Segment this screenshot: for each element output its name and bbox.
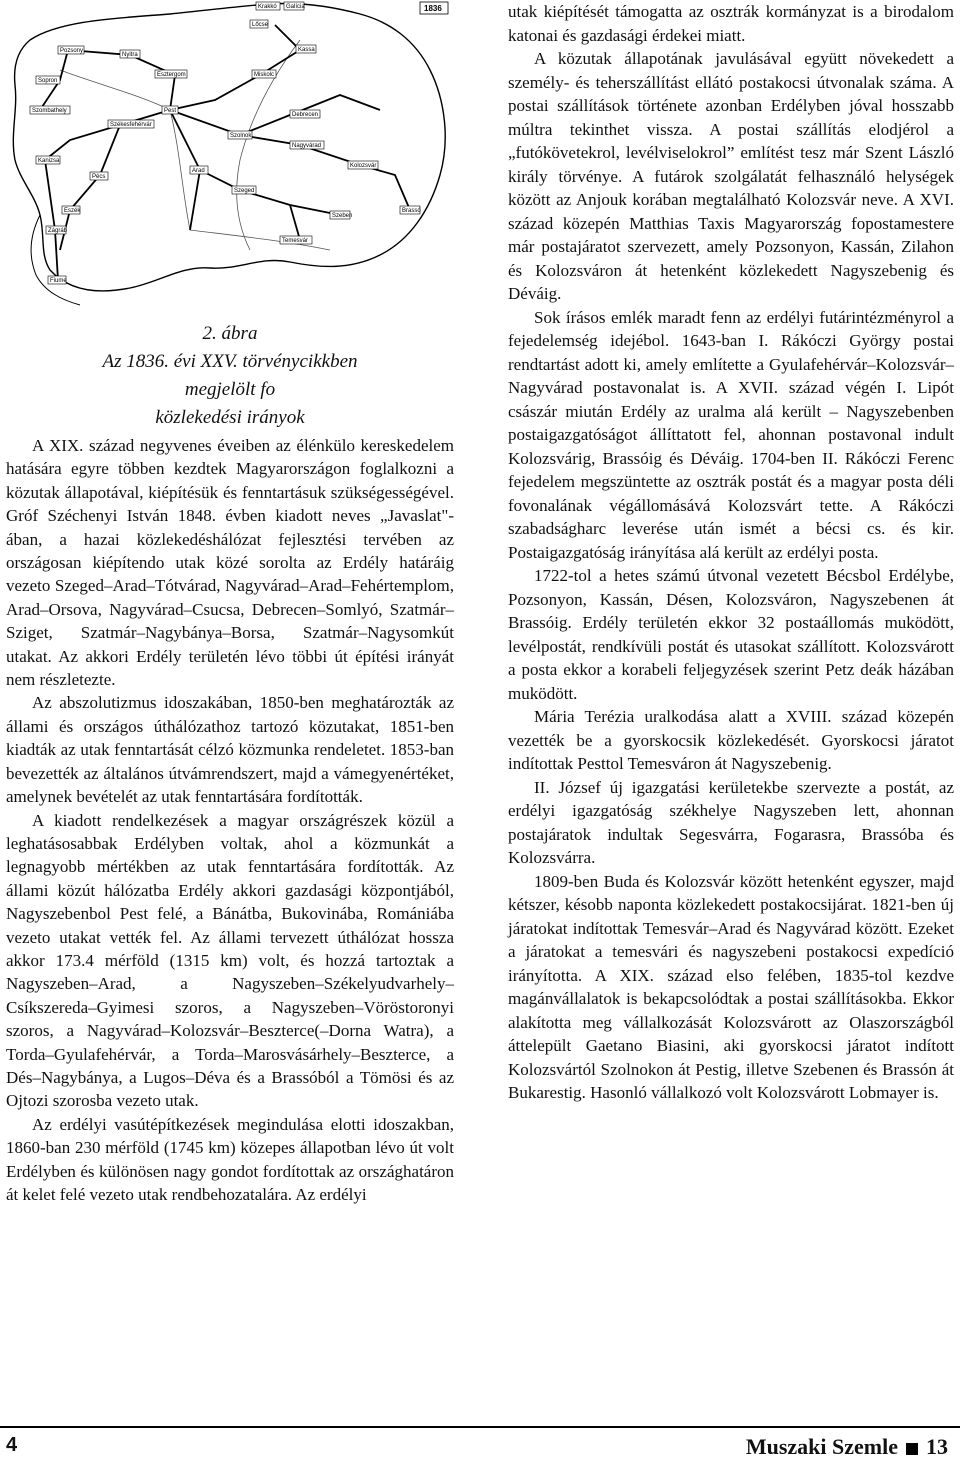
map-label: Debrecen bbox=[292, 112, 319, 118]
issue-number: 13 bbox=[926, 1434, 948, 1459]
map-label: Eszék bbox=[64, 208, 81, 214]
paragraph: Sok írásos emlék maradt fenn az erdélyi futárintézményrol a fejedelemség idejébol. 1643-ban I. Rákóczi György postai rendtartást adott ki, amely említette a Gyulafehérvár–Kolozsvár–Nagyvárad postavonalat is. A XVII. század végén I. Lipót császár miután Erdély az uralma alá került – Nagyszebenben postaigazgatóságot állíttatott fel, ahonnan postavonal indult Kolozsvárig, Brassóig és Déváig. 1704-ben II. Rákóczi Ferenc fejedelem megszüntette az osztrák postát és a magyar posta déli fovonalának végállomásává Kolozsvárt tette. A Rákóczi szabadságharc leverése után ismét a bécsi cs. és kir. Postaigazgatóság irányítása alá került az erdélyi posta. bbox=[508, 307, 954, 562]
figure-caption bbox=[100, 320, 360, 432]
paragraph: utak kiépítését támogatta az osztrák kormányzat is a birodalom katonai és gazdasági érdekei miatt. bbox=[508, 2, 954, 45]
map-label: Brassó bbox=[402, 208, 421, 214]
paragraph: 1809-ben Buda és Kolozsvár között hetenként egyszer, majd kétszer, késobb naponta közlekedett postakocsijárat. 1821-ben új járatokat indítottak Temesvár–Arad és Nagyvárad között. Ezeket a járatokat a temesvári és nagyszebeni postakocsi expedíció irányította. A XIX. század elso felében, 1835-tol kezdve magánvállalatok is bekapcsolódtak a postai szállításokba. Ekkor alakította meg vállalkozását Kolozsvárott az Olaszországból áttelepült Gaetano Biasini, aki gyorskocsi járatot indított Kolozsvártól Szolnokon át Pestig, illetve Szebenen és Brassón át Bukarestig. Hasonló vállalkozó volt Kolozsvárott Lobmayer is. bbox=[508, 871, 954, 1102]
map-label: Kanizsa bbox=[38, 158, 60, 164]
route-map-figure bbox=[0, 0, 460, 312]
map-label: Fiume bbox=[50, 278, 67, 284]
page-number: 4 bbox=[6, 1434, 18, 1456]
map-label: Székesfehérvár bbox=[110, 122, 152, 128]
map-label: Galícia bbox=[286, 4, 305, 10]
map-label: Nagyvárad bbox=[292, 143, 322, 149]
map-label: Szolnok bbox=[230, 133, 252, 139]
map-label: Miskolc bbox=[254, 72, 275, 78]
paragraph: A XIX. század negyvenes éveiben az élénkülo kereskedelem hatására egyre többen kezdtek Magyarországon foglalkozni a közutak állapotával, kiépítésük és fenntartásuk szükségességével. Gróf Széchenyi István 1848. évben kiadott neves „Javaslat"-ában, a hazai közlekedéshálózat fejlesztési tervében az országosan kiépítendo utak közé sorolta az Erdély határáig vezeto Szeged–Arad–Tótvárad, Nagyvárad–Arad–Fehértemplom, Arad–Orsova, Nagyvárad–Csucsa, Debrecen–Somlyó, Szatmár–Sziget, Szatmár–Nagybánya–Borsa, Szatmár–Nagysomkút utakat. Az akkori Erdély területén lévo többi út építési irányát nem részletezte. bbox=[6, 436, 454, 690]
paragraph: II. József új igazgatási kerületekbe szervezte a postát, az erdélyi igazgatóság székhelye Nagyszeben lett, ahonnan postajáratok indultak Segesvárra, Fogarasra, Brassóba és Kolozsvárra. bbox=[508, 777, 954, 867]
paragraph: A kiadott rendelkezések a magyar országrészek közül a leghatásosabbak Erdélyben voltak, ahol a közmunkát a legnagyobb mértékben az utak fenntartására fordították. Az állami közút hálózatba Erdély akkori gazdasági központjából, Nagyszebenbol Pest felé, a Bánátba, Bukovinába, Romániába vezeto utakat vették fel. Az állami tervezett úthálózat hossza akkor 173.4 mérföld (1315 km) volt, és hozzá tartoztak a Nagyszeben–Arad, a Nagyszeben–Székelyudvarhely–Csíkszereda–Gyimesi szoros, a Nagyszeben–Vöröstoronyi szoros, a Nagyvárad–Kolozsvár–Beszterce(–Dorna Watra), a Torda–Gyulafehérvár, a Torda–Marosvásárhely–Beszterce, a Dés–Nagybánya, a Lugos–Déva és a Brassóból a Tömösi és az Ojtozi szorosba vezeto utak. bbox=[6, 810, 454, 1111]
paragraph: Mária Terézia uralkodása alatt a XVIII. század közepén vezették be a gyorskocsik közlekedését. Gyorskocsi járatot indítottak Pesttol Temesváron át Nagyszebenig. bbox=[508, 707, 954, 773]
left-column bbox=[6, 434, 454, 1206]
map-label: Arad bbox=[192, 168, 205, 174]
paragraph: 1722-tol a hetes számú útvonal vezetett Bécsbol Erdélybe, Pozsonyon, Kassán, Désen, Kolozsváron, Nagyszebenen át Brassóig. Erdély területén ekkor 32 postaállomás muködött, levélpostát, rendkívüli postát és utasokat szállított. Kolozsvárott a posta ekkor a korabeli feljegyzések szerint Petz deák házában muködött. bbox=[508, 566, 954, 703]
map-label: Esztergom bbox=[157, 72, 186, 78]
caption-line: Az 1836. évi XXV. törvénycikkben megjelölt fo bbox=[102, 351, 358, 400]
route-map bbox=[0, 0, 460, 312]
journal-footer bbox=[746, 1434, 948, 1460]
map-label: Pozsony bbox=[60, 48, 84, 54]
map-label: Szombathely bbox=[32, 108, 67, 114]
map-label: Sopron bbox=[38, 78, 58, 84]
map-label: Lőcse bbox=[252, 22, 269, 28]
map-label: Pest bbox=[164, 108, 177, 114]
paragraph: A közutak állapotának javulásával együtt növekedett a személy- és teherszállítást ellátó postakocsi útvonalak száma. A postai szállítások története azonban Erdélyben jóval hosszabb múltra tekinthet vissza. A postai szállítás elodjérol a „futókövetekrol, levélviselokrol” említést tesz már Szent László király törvénye. A futárok szolgálatát felhasználó helységek között az Anjouk korában megtalálható Kolozsvár neve. A XVI. század közepén Matthias Taxis Magyarország fopostamestere már postajáratot szervezett, amely Pozsonyon, Kassán, Zilahon és Kolozsváron át hetenként közlekedett Nagyszebenig és Déváig. bbox=[508, 49, 954, 303]
footer-rule bbox=[0, 1426, 960, 1428]
map-label: Szeben bbox=[332, 213, 353, 219]
journal-name: Muszaki Szemle bbox=[745, 1434, 898, 1459]
paragraph: Az abszolutizmus idoszakában, 1850-ben meghatározták az állami és országos úthálózathoz tartozó közutakat, 1851-ben kiadták az utak fenntartását célzó közmunka rendeletet. 1853-ban bevezették az általános útvámrendszert, majd a vámegyenértéket, amelynek bevételét az utak fenntartására fordították. bbox=[6, 693, 454, 807]
map-label: Nyitra bbox=[122, 52, 138, 58]
map-label: Pécs bbox=[92, 174, 106, 180]
map-label: Krakkó bbox=[258, 4, 277, 10]
map-label: Szeged bbox=[234, 188, 255, 194]
paragraph: Az erdélyi vasútépítkezések megindulása elotti idoszakban, 1860-ban 230 mérföld (1745 km) közepes állapotban lévo út volt Erdélyben és különösen nagy gondot fordítottak az országhatáron át kelet felé vezeto utak rendbehozatalára. Az erdélyi bbox=[6, 1114, 454, 1204]
map-label: Temesvár bbox=[282, 238, 309, 244]
map-label: Kassa bbox=[298, 47, 315, 53]
caption-line: közlekedési irányok bbox=[155, 407, 305, 428]
caption-number: 2. ábra bbox=[202, 323, 258, 344]
square-separator-icon bbox=[906, 1443, 918, 1455]
map-label: Kolozsvár bbox=[350, 163, 377, 169]
map-year: 1836 bbox=[424, 4, 442, 13]
right-column bbox=[508, 0, 954, 1105]
map-label: Zágráb bbox=[48, 228, 68, 234]
